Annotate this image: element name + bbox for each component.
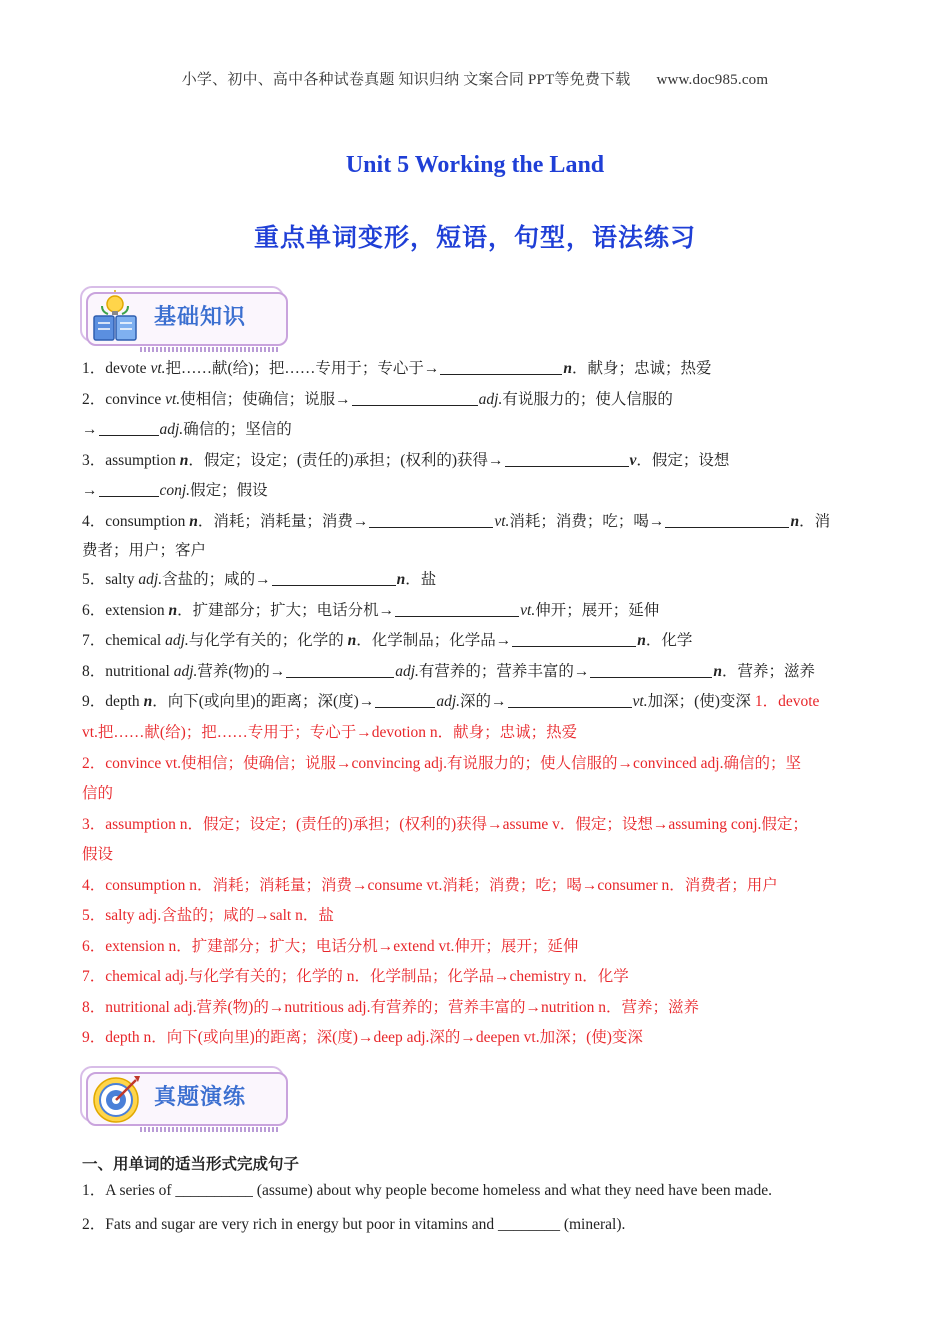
exercise-line: 费者；用户；客户: [82, 542, 207, 559]
badge-stripes: [140, 347, 280, 352]
answer-blank[interactable]: [272, 569, 396, 586]
answer-line: 假设: [82, 846, 114, 863]
answer-blank[interactable]: [99, 419, 159, 436]
answer-blank[interactable]: [286, 661, 394, 678]
answer-line: 8．nutritional adj.营养(物)的→nutritious adj.有营养的；营养丰富的→nutrition n．营养；滋养: [82, 998, 699, 1016]
answer-blank[interactable]: [375, 691, 435, 708]
answer-line: 9．depth n．向下(或向里)的距离；深(度)→deep adj.深的→deepen vt.加深；(使)变深: [82, 1029, 643, 1046]
book-lightbulb-icon: [88, 290, 144, 346]
answer-blank[interactable]: [508, 691, 632, 708]
answer-blank[interactable]: [505, 450, 629, 467]
answer-blank[interactable]: [369, 511, 493, 528]
answer-blank[interactable]: [352, 389, 478, 406]
answer-blank[interactable]: [590, 661, 712, 678]
question-1: 1．A series of __________ (assume) about why people become homeless and what they need have been made.: [82, 1182, 772, 1199]
target-arrow-icon: [88, 1070, 144, 1126]
header-text: 小学、初中、高中各种试卷真题 知识归纳 文案合同 PPT等免费下载: [181, 72, 631, 88]
answer-blank[interactable]: [440, 358, 562, 375]
answer-line: 4．consumption n．消耗；消耗量；消费→consume vt.消耗；消费；吃；喝→consumer n．消费者；用户: [82, 876, 778, 894]
page-subtitle: 重点单词变形，短语，句型，语法练习: [253, 225, 696, 252]
answer-line: 2．convince vt.使相信；使确信；说服→convincing adj.有说服力的；使人信服的→convinced adj.确信的；坚: [82, 754, 801, 772]
exercise-line: 9．depth n．向下(或向里)的距离；深(度)→ adj.深的→ vt.加深；(使)变深 1．devote: [82, 693, 820, 710]
page-title: Unit 5 Working the Land: [345, 152, 605, 178]
exercise-line: 6．extension n．扩建部分；扩大；电话分机→ vt.伸开；展开；延伸: [82, 601, 660, 619]
practice-heading: 一、用单词的适当形式完成句子: [82, 1156, 300, 1173]
exercise-line: 7．chemical adj.与化学有关的；化学的 n．化学制品；化学品→ n．化学: [82, 632, 693, 649]
header-url[interactable]: www.doc985.com: [656, 72, 769, 88]
answer-line: 6．extension n．扩建部分；扩大；电话分机→extend vt.伸开；展开；延伸: [82, 937, 579, 955]
exercise-line: 1．devote vt.把……献(给)；把……专用于；专心于→ n．献身；忠诚；热爱: [82, 360, 712, 377]
exercise-line: 5．salty adj.含盐的；咸的→ n．盐: [82, 571, 437, 588]
answer-line: 5．salty adj.含盐的；咸的→salt n．盐: [82, 907, 334, 924]
basics-badge: [80, 286, 290, 356]
exercise-line: 2．convince vt.使相信；使确信；说服→ adj.有说服力的；使人信服的: [82, 390, 673, 408]
exercise-line: 8．nutritional adj.营养(物)的→ adj.有营养的；营养丰富的→ n．营养；滋养: [82, 662, 816, 680]
exercise-line: 3．assumption n．假定；设定；(责任的)承担；(权利的)获得→ v．假定；设想: [82, 451, 730, 469]
answer-blank[interactable]: [395, 600, 519, 617]
question-2: 2．Fats and sugar are very rich in energy but poor in vitamins and ________ (mineral).: [82, 1216, 626, 1233]
answer-line: 信的: [82, 785, 114, 802]
exercise-line: → adj.确信的；坚信的: [82, 421, 292, 438]
answer-line: 3．assumption n．假定；设定；(责任的)承担；(权利的)获得→assume v．假定；设想→assuming conj.假定；: [82, 815, 808, 833]
practice-badge: [80, 1066, 290, 1136]
answer-key-list: [82, 718, 872, 1054]
basics-label: 基础知识: [154, 305, 247, 330]
practice-label: 真题演练: [154, 1085, 247, 1110]
answer-blank[interactable]: [665, 511, 789, 528]
exercise-line: 4．consumption n．消耗；消耗量；消费→ vt.消耗；消费；吃；喝→ n．消: [82, 512, 831, 530]
answer-blank[interactable]: [512, 630, 636, 647]
answer-line: vt.把……献(给)；把……专用于；专心于→devotion n．献身；忠诚；热爱: [82, 724, 578, 741]
badge-stripes: [140, 1127, 280, 1132]
answer-line: 7．chemical adj.与化学有关的；化学的 n．化学制品；化学品→chemistry n．化学: [82, 968, 629, 985]
answer-key-start: 1．devote: [750, 693, 820, 710]
answer-blank[interactable]: [99, 480, 159, 497]
vocab-exercise-list: [82, 354, 872, 718]
page-header: [0, 68, 950, 89]
exercise-line: → conj.假定；假设: [82, 482, 268, 499]
